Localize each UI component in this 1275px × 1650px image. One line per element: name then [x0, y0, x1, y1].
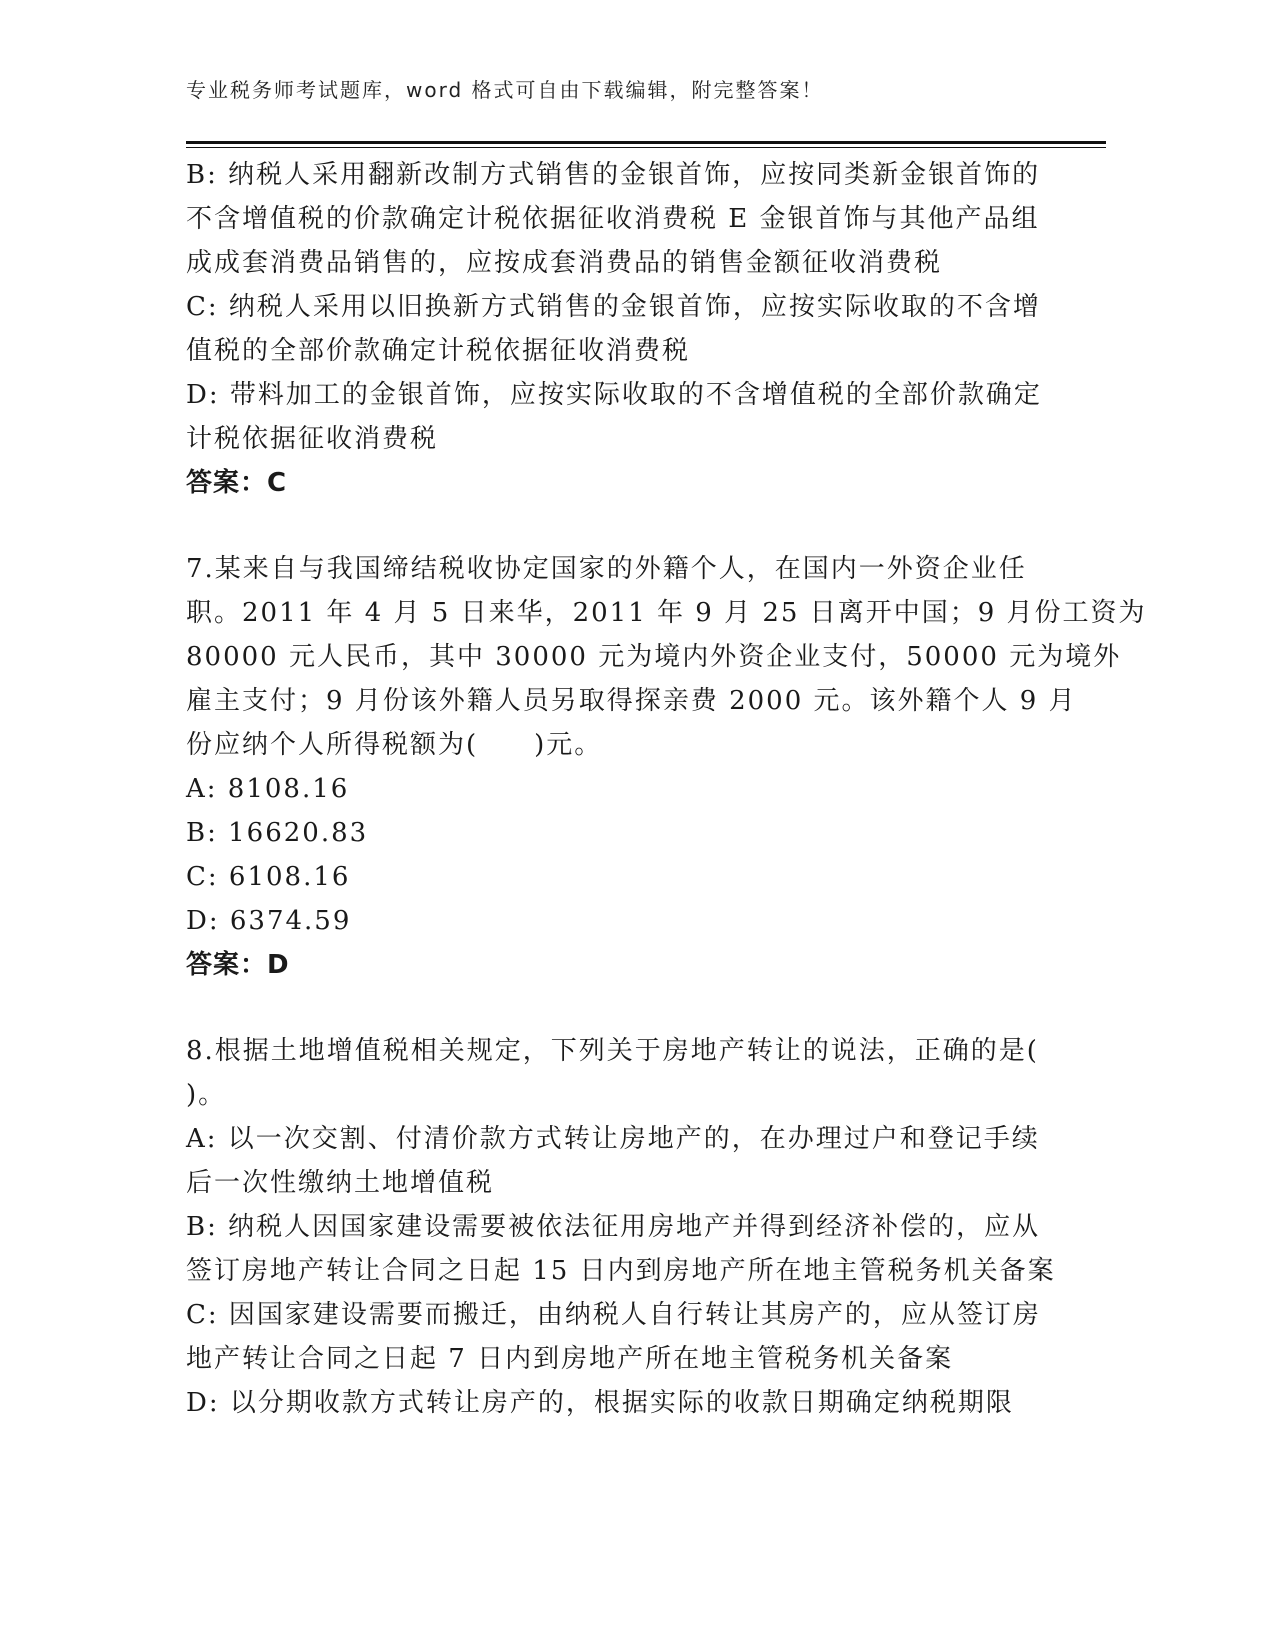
- spacer: [186, 505, 1066, 547]
- q7-stem: [186, 547, 1147, 767]
- q7-option-a: A: 8108.16: [186, 774, 350, 804]
- text-line: 雇主支付；9 月份该外籍人员另取得探亲费 2000 元。该外籍个人 9 月: [186, 686, 1077, 716]
- text-line: 计税依据征收消费税: [186, 424, 439, 454]
- header-rule-thin: [186, 147, 1106, 148]
- header-rule-thick: [186, 141, 1106, 144]
- text-line: 80000 元人民币，其中 30000 元为境内外资企业支付，50000 元为境外: [186, 642, 1122, 672]
- page-header: 专业税务师考试题库，word 格式可自由下载编辑，附完整答案！: [186, 78, 824, 102]
- text-line: 职。2011 年 4 月 5 日来华，2011 年 9 月 25 日离开中国；9 月份工资为: [186, 598, 1147, 628]
- text-line: C: 纳税人采用以旧换新方式销售的金银首饰，应按实际收取的不含增: [186, 292, 1041, 322]
- q6-option-c: [186, 285, 1066, 373]
- text-line: 后一次性缴纳土地增值税: [186, 1168, 495, 1198]
- text-line: C: 因国家建设需要而搬迁，由纳税人自行转让其房产的，应从签订房: [186, 1300, 1041, 1330]
- q7-option-d: D: 6374.59: [186, 906, 352, 936]
- text-line: D: 带料加工的金银首饰，应按实际收取的不含增值税的全部价款确定: [186, 380, 1042, 410]
- q6-answer: 答案：C: [186, 468, 288, 498]
- text-line: 成成套消费品销售的，应按成套消费品的销售金额征收消费税: [186, 248, 943, 278]
- q8-option-a: [186, 1117, 1066, 1205]
- q7-option-b: B: 16620.83: [186, 818, 369, 848]
- q8-option-c: [186, 1293, 1066, 1381]
- text-line: B: 纳税人采用翻新改制方式销售的金银首饰，应按同类新金银首饰的: [186, 160, 1041, 190]
- text-line: B: 纳税人因国家建设需要被依法征用房地产并得到经济补偿的，应从: [186, 1212, 1041, 1242]
- q6-option-b: [186, 153, 1066, 285]
- text-line: 份应纳个人所得税额为( )元。: [186, 730, 603, 760]
- text-line: 不含增值税的价款确定计税依据征收消费税 E 金银首饰与其他产品组: [186, 204, 1040, 234]
- text-line: A: 以一次交割、付清价款方式转让房地产的，在办理过户和登记手续: [186, 1124, 1040, 1154]
- q7-option-c: C: 6108.16: [186, 862, 351, 892]
- text-line: 7.某来自与我国缔结税收协定国家的外籍个人，在国内一外资企业任: [186, 554, 1027, 584]
- q8-option-b: [186, 1205, 1066, 1293]
- q8-stem: [186, 1029, 1066, 1117]
- spacer: [186, 987, 1066, 1029]
- document-body: [186, 153, 1147, 1425]
- text-line: 8.根据土地增值税相关规定，下列关于房地产转让的说法，正确的是(: [186, 1036, 1039, 1066]
- q7-answer: 答案：D: [186, 950, 290, 980]
- text-line: 签订房地产转让合同之日起 15 日内到房地产所在地主管税务机关备案: [186, 1256, 1056, 1286]
- text-line: 值税的全部价款确定计税依据征收消费税: [186, 336, 691, 366]
- text-line: 地产转让合同之日起 7 日内到房地产所在地主管税务机关备案: [186, 1344, 954, 1374]
- q6-option-d: [186, 373, 1066, 461]
- q8-option-d: [186, 1381, 1066, 1425]
- text-line: D: 以分期收款方式转让房产的，根据实际的收款日期确定纳税期限: [186, 1388, 1014, 1418]
- text-line: )。: [186, 1080, 227, 1110]
